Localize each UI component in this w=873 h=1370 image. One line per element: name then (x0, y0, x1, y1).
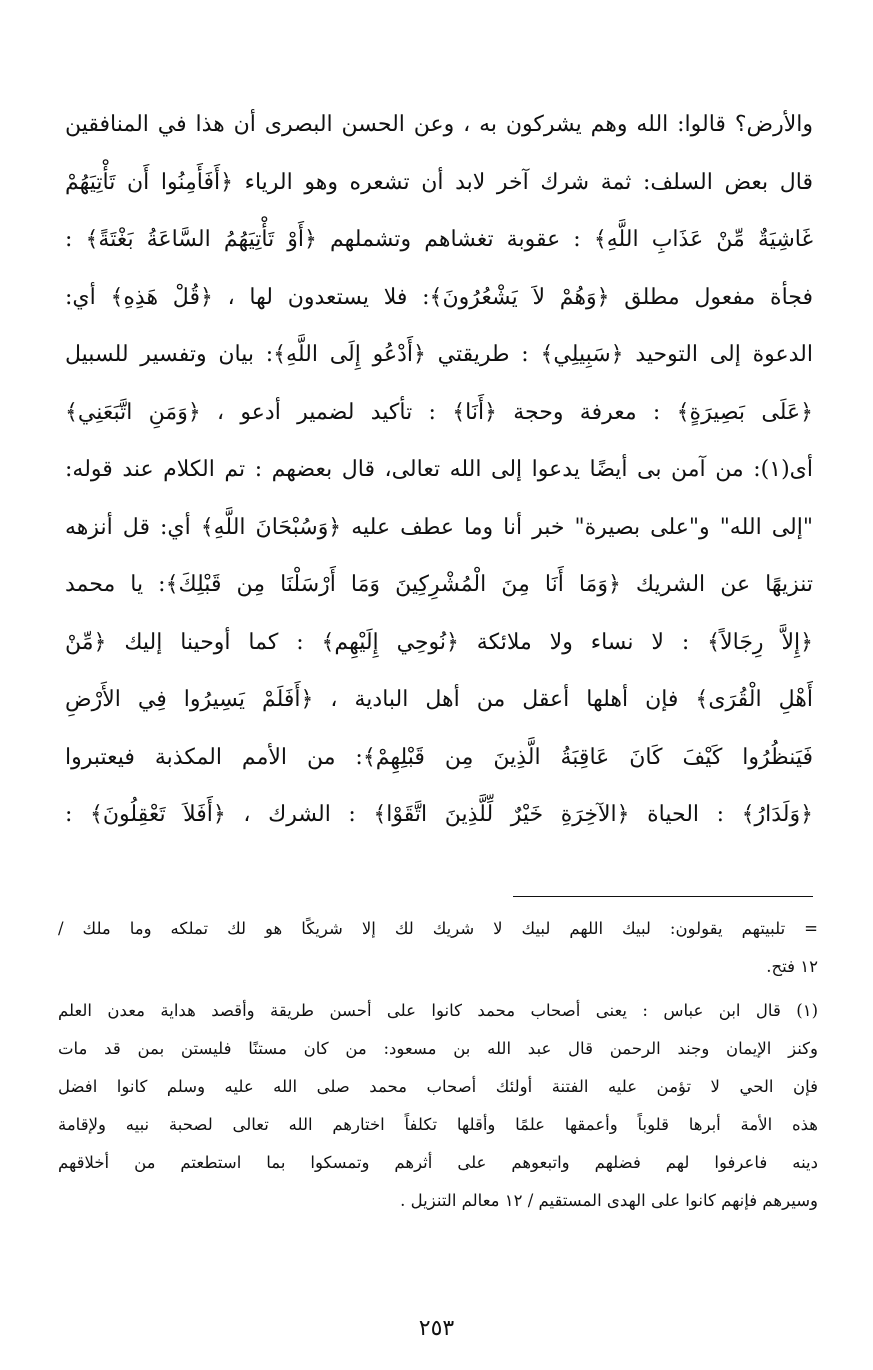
text-line: الدعوة إلى التوحيد ﴿سَبِيلِي﴾ : طريقتي ﴿أَدْعُو إِلَى اللَّهِ﴾: بيان وتفسير للسبيل (65, 342, 813, 367)
main-text-block (65, 96, 813, 844)
text-line: فجأة مفعول مطلق ﴿وَهُمْ لاَ يَشْعُرُونَ﴾: فلا يستعدون لها ، ﴿قُلْ هَذِهِ﴾ أي: (65, 284, 813, 310)
text-line: قال بعض السلف: ثمة شرك آخر لابد أن تشعره وهو الرياء ﴿أَفَأَمِنُوا أَن تَأْتِيَهُمْ (65, 169, 813, 195)
footnote-line: ١٢ فتح. (766, 957, 818, 976)
footnote-line: وكنز الإيمان وجند الرحمن قال عبد الله بن مسعود: من كان مستنًا فليستن بمن قد مات (58, 1039, 818, 1058)
footnote-1 (58, 992, 818, 1220)
text-line: أى(١): من آمن بى أيضًا يدعوا إلى الله تعالى، قال بعضهم : تم الكلام عند قوله: (65, 457, 813, 482)
text-line: غَاشِيَةٌ مِّنْ عَذَابِ اللَّهِ﴾ : عقوبة تغشاهم وتشملهم ﴿أَوْ تَأْتِيَهُمُ السَّاعَةُ بَغْتَةً﴾ : (65, 227, 813, 252)
text-line: ﴿وَلَدَارُ﴾ : الحياة ﴿الآخِرَةِ خَيْرٌ لِّلَّذِينَ اتَّقَوْا﴾ : الشرك ، ﴿أَفَلاَ تَعْقِلُونَ﴾ : (65, 802, 813, 827)
text-line: فَيَنظُرُوا كَيْفَ كَانَ عَاقِبَةُ الَّذِينَ مِن قَبْلِهِمْ﴾: من الأمم المكذبة فيعتبروا (65, 744, 813, 770)
text-line: ﴿عَلَى بَصِيرَةٍ﴾ : معرفة وحجة ﴿أَنَا﴾ : تأكيد لضمير أدعو ، ﴿وَمَنِ اتَّبَعَنِي﴾ (65, 399, 813, 425)
footnote-separator (513, 896, 813, 897)
text-line: تنزيهًا عن الشريك ﴿وَمَا أَنَا مِنَ الْمُشْرِكِينَ وَمَا أَرْسَلْنَا مِن قَبْلِكَ﴾: يا محمد (65, 572, 813, 597)
text-line: أَهْلِ الْقُرَى﴾ فإن أهلها أعقل من أهل البادية ، ﴿أَفَلَمْ يَسِيرُوا فِي الأَرْضِ (65, 687, 813, 712)
text-line: ﴿إِلاَّ رِجَالاً﴾ : لا نساء ولا ملائكة ﴿نُوحِي إِلَيْهِم﴾ : كما أوحينا إليك ﴿مِّنْ (65, 629, 813, 655)
page-number: ٢٥٣ (418, 1316, 455, 1341)
footnote-line: = تلبيتهم يقولون: لبيك اللهم لبيك لا شريك لك إلا شريكًا هو لك تملكه وما ملك / (58, 919, 818, 938)
footnote-line: فإن الحي لا تؤمن عليه الفتنة أولئك أصحاب محمد صلى الله عليه وسلم كانوا افضل (58, 1077, 818, 1096)
text-line: "إلى الله" و"على بصيرة" خبر أنا وما عطف عليه ﴿وَسُبْحَانَ اللَّهِ﴾ أي: قل أنزهه (65, 514, 813, 540)
footnote-continuation (58, 910, 818, 986)
footnote-line: هذه الأمة أبرها قلوباً وأعمقها علمًا وأقلها تكلفاً اختارهم الله تعالى لصحبة نبيه ولإقامة (58, 1115, 818, 1134)
footnote-line: دينه فاعرفوا لهم فضلهم واتبعوهم على أثرهم وتمسكوا بما استطعتم من أخلاقهم (58, 1153, 818, 1172)
footnote-line: وسيرهم فإنهم كانوا على الهدى المستقيم / ١٢ معالم التنزيل . (400, 1191, 818, 1210)
footnotes (58, 910, 818, 1226)
text-line: والأرض؟ قالوا: الله وهم يشركون به ، وعن الحسن البصرى أن هذا في المنافقين (65, 112, 813, 137)
footnote-line: (١) قال ابن عباس : يعنى أصحاب محمد كانوا على أحسن طريقة وأقصد هداية معدن العلم (58, 1001, 818, 1020)
